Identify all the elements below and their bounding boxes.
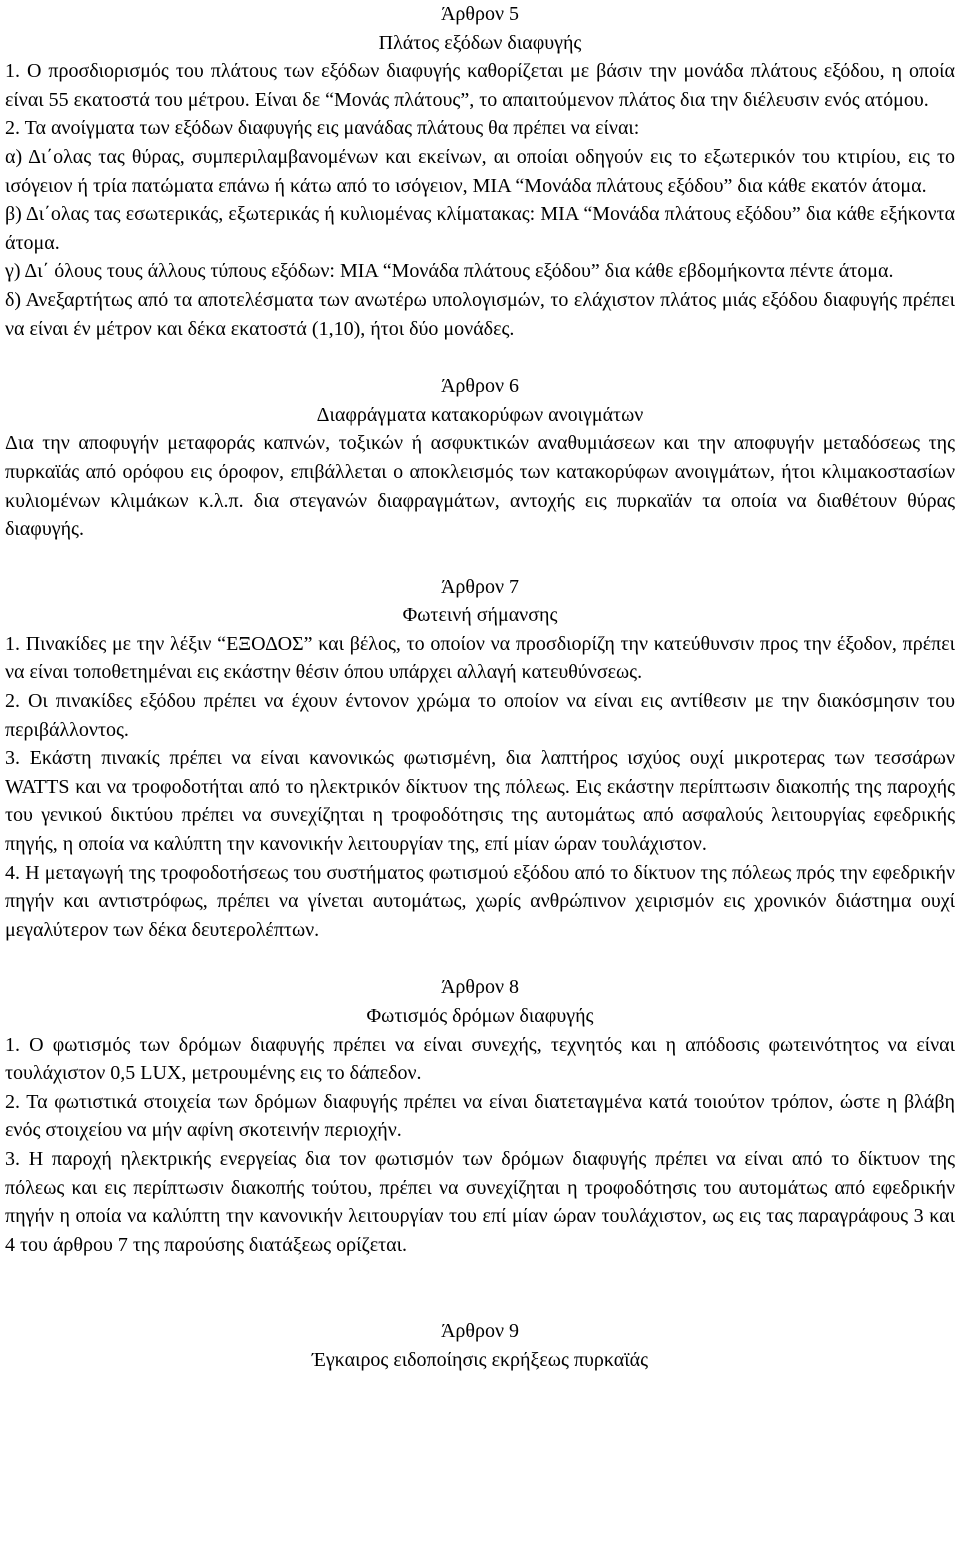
- paragraph: 1. Ο φωτισμός των δρόμων διαφυγής πρέπει να είναι συνεχής, τεχνητός και η απόδοσις φωτεινότητος να είναι τουλάχιστον 0,5 LUX, μετρουμένης εις το δάπεδον.: [5, 1033, 955, 1085]
- paragraph: Δια την αποφυγήν μεταφοράς καπνών, τοξικών ή ασφυκτικών αναθυμιάσεων και την αποφυγήν μεταδόσεως της πυρκαϊάς από ορόφου εις όροφον, επιβάλλεται ο αποκλεισμός των κατακορύφων ανοιγμάτων, ήτοι κλιμακοστασίων κυλιομένων κλιμάκων κ.λ.π. δια στεγανών διαφραγμάτων, αντοχής εις πυρκαϊάν τα οποία να διαθέτουν θύρας διαφυγής.: [5, 432, 955, 541]
- paragraph: 1. Ο προσδιορισμός του πλάτους των εξόδων διαφυγής καθορίζεται με βάσιν την μονάδα πλάτους εξόδου, η οποία είναι 55 εκατοστά του μέτρου. Είναι δε “Μονάς πλάτους”, το απαιτούμενον πλάτος δια την διέλευσιν ενός ατόμου.: [5, 60, 955, 111]
- article-6: [5, 372, 955, 544]
- paragraph: γ) Δι΄ όλους τους άλλους τύπους εξόδων: ΜΙΑ “Μονάδα πλάτους εξόδου” δια κάθε εβδομήκοντα πέντε άτομα.: [5, 260, 894, 283]
- paragraph: 4. Η μεταγωγή της τροφοδοτήσεως του συστήματος φωτισμού εξόδου από το δίκτυον της πόλεως πρός την εφεδρικήν πηγήν και αντιστρόφως, πρέπει να γίνεται αυτομάτως, χωρίς ανθρώπινον χειρισμόν εις χρονικόν διάστημα ουχί μεγαλύτερον των δέκα δευτερολέπτων.: [5, 861, 955, 941]
- paragraph: 2. Τα ανοίγματα των εξόδων διαφυγής εις μανάδας πλάτους θα πρέπει να είναι:: [5, 117, 640, 140]
- article-title: Πλάτος εξόδων διαφυγής: [378, 31, 582, 54]
- paragraph: β) Δι΄ολας τας εσωτερικάς, εξωτερικάς ή κυλιομένας κλίματακας: ΜΙΑ “Μονάδα πλάτους εξόδου” δια κάθε εξήκοντα άτομα.: [5, 203, 955, 254]
- paragraph: 3. Η παροχή ηλεκτρικής ενεργείας δια τον φωτισμόν των δρόμων διαφυγής πρέπει να είναι από το δίκτυον της πόλεως και εις περίπτωσιν διακοπής τούτου, πρέπει να συνεχίζηται η τροφοδότησις του αυτομάτως από εφεδρικήν πηγήν η οποία να καλύπτη την κανονικήν λειτουργίαν του επί μίαν ώραν τουλάχιστον, ως εις τας παραγράφους 3 και 4 του άρθρου 7 της παρούσης διατάξεως ορίζεται.: [5, 1147, 955, 1256]
- article-9: [5, 1317, 955, 1374]
- document-page: [5, 0, 955, 1375]
- article-8: [5, 973, 955, 1259]
- article-title: Διαφράγματα κατακορύφων ανοιγμάτων: [316, 403, 644, 426]
- article-number: Άρθρον 8: [440, 976, 520, 999]
- article-title: Φωτισμός δρόμων διαφυγής: [366, 1005, 594, 1027]
- article-number: Άρθρον 5: [440, 3, 520, 25]
- paragraph: 2. Οι πινακίδες εξόδου πρέπει να έχουν έντονον χρώμα το οποίον να είναι εις αντίθεσιν με την διακόσμησιν του περιβάλλοντος.: [5, 690, 955, 741]
- article-title: Φωτεινή σήμανσης: [402, 604, 558, 627]
- article-7: [5, 573, 955, 945]
- paragraph: δ) Ανεξαρτήτως από τα αποτελέσματα των ανωτέρω υπολογισμών, το ελάχιστον πλάτος μιάς εξόδου διαφυγής πρέπει να είναι έν μέτρον και δέκα εκατοστά (1,10), ήτοι δύο μονάδες.: [5, 288, 955, 340]
- paragraph: 3. Εκάστη πινακίς πρέπει να είναι κανονικώς φωτισμένη, δια λαπτήρος ισχύος ουχί μικροτερας των τεσσάρων WATTS και να τροφοδοτήται από το ηλεκτρικόν δίκτυον της πόλεως. Εις εκάστην περίπτωσιν διακοπής της παροχής του γενικού δικτύου πρέπει να συνεχίζηται η τροφοδότησις της αυτομάτως από ασφαλούς λειτουργίας εφεδρικής πηγής, η οποία να καλύπτη την κανονικήν λειτουργίαν της, επί μίαν ώραν τουλάχιστον.: [5, 747, 955, 856]
- article-number: Άρθρον 9: [440, 1320, 520, 1343]
- paragraph: 1. Πινακίδες με την λέξιν “ΕΞΟΔΟΣ” και βέλος, το οποίον να προσδιορίζη την κατεύθυνσιν προς την έξοδον, πρέπει να είναι τοποθετημέναι εις εκάστην θέσιν όπου υπάρχει αλλαγή κατευθύνσεως.: [5, 632, 955, 684]
- article-number: Άρθρον 7: [440, 575, 520, 598]
- paragraph: 2. Τα φωτιστικά στοιχεία των δρόμων διαφυγής πρέπει να είναι διατεταγμένα κατά τοιούτον τρόπον, ώστε η βλάβη ενός στοιχείου να μήν αφίνη σκοτεινήν περιοχήν.: [5, 1090, 955, 1142]
- article-title: Έγκαιρος ειδοποίησις εκρήξεως πυρκαϊάς: [311, 1348, 649, 1371]
- paragraph: α) Δι΄ολας τας θύρας, συμπεριλαμβανομένων και εκείνων, αι οποίαι οδηγούν εις το εξωτερικόν του κτιρίου, εις το ισόγειον ή τρία πατώματα επάνω ή κάτω από το ισόγειον, ΜΙΑ “Μονάδα πλάτους εξόδου” δια κάθε εκατόν άτομα.: [5, 145, 955, 197]
- article-number: Άρθρον 6: [440, 375, 520, 398]
- article-5: [5, 0, 955, 343]
